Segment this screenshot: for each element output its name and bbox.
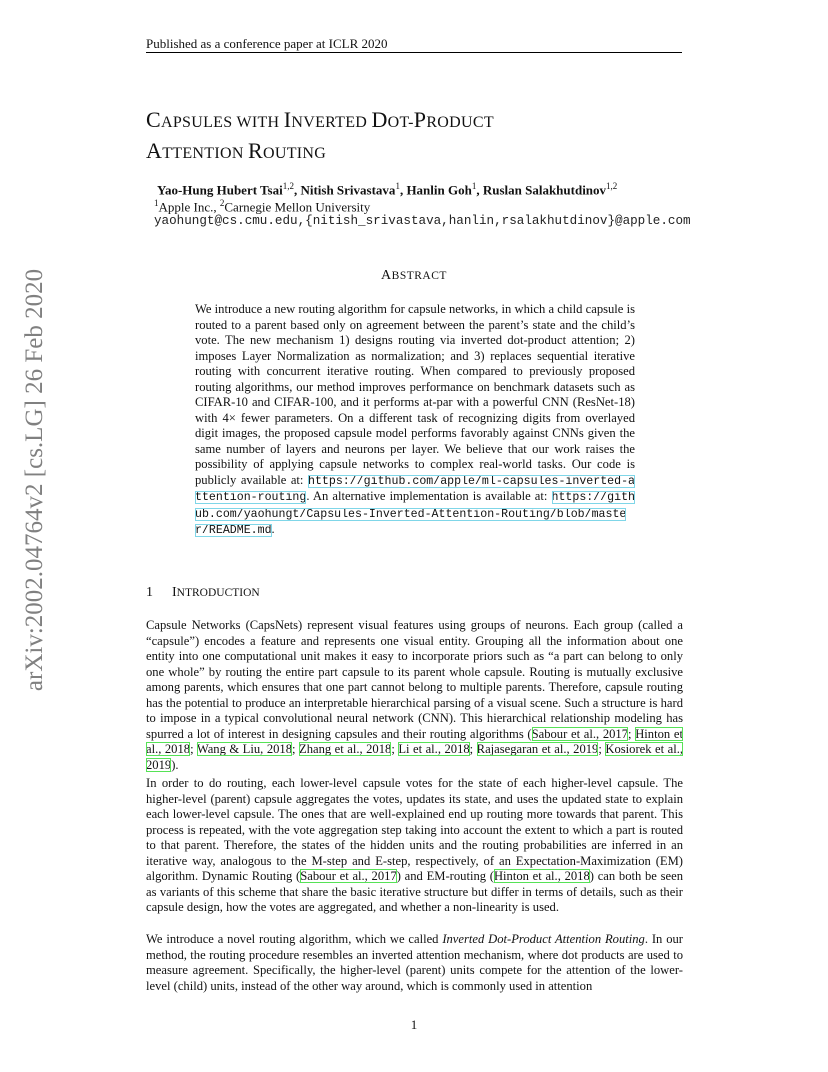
abstract-text: . An alternative implementation is available at: <box>306 489 552 503</box>
citation-link[interactable]: Sabour et al., 2017 <box>300 869 397 883</box>
author-name: Hanlin Goh <box>406 182 472 198</box>
author-emails: yaohungt@cs.cmu.edu,{nitish_srivastava,hanlin,rsalakhutdinov}@apple.com <box>154 214 691 228</box>
citation-link[interactable]: Wang & Liu, 2018 <box>196 742 293 756</box>
author-sup: 1 <box>395 181 400 191</box>
paragraph-text: Capsule Networks (CapsNets) represent visual features using groups of neurons. Each group (called a “capsule”) encodes a feature and represents one visual entity. Grouping all the information about one entity into one computational unit makes it easy to incorporate priors such as “a part can belong to only one whole” by routing the entire part capsule to its parent whole capsule. Routing is mutually exclusive among parents, which ensures that one part cannot belong to multiple parents. Therefore, capsule routing has the potential to produce an interpretable hierarchical parsing of a visual scene. Such a structure is hard to impose in a typical convolutional neural network (CNN). This hierarchical relationship modeling has spurred a lot of interest in designing capsules and their routing algorithms ( <box>146 618 683 741</box>
alt-code-link[interactable]: https://github.com/yaohungt/Capsules-Inverted-Attention-Routing/blob/master/README.md <box>195 491 635 537</box>
author-name: Nitish Srivastava <box>300 182 396 198</box>
title-line-2 <box>146 137 494 168</box>
paragraph-text: We introduce a novel routing algorithm, which we called <box>146 932 443 946</box>
abstract-text: We introduce a new routing algorithm for capsule networks, in which a child capsule is routed to a parent based only on agreement between the parent’s state and the child’s vote. The new mechanism 1) designs routing via inverted dot-product attention; 2) imposes Layer Normalization as normalization; and 3) replaces sequential iterative routing with concurrent iterative routing. When compared to previously proposed routing algorithms, our method improves performance on benchmark datasets such as CIFAR-10 and CIFAR-100, and it performs at-par with a powerful CNN (ResNet-18) with 4× fewer parameters. On a different task of recognizing digits from overlayed digit images, the proposed capsule model performs favorably against CNNs given the same number of layers and neurons per layer. We believe that our work raises the possibility of applying capsule networks to complex real-world tasks. Our code is publicly available at: <box>195 302 635 487</box>
paragraph-text: . In our method, the routing procedure resembles an inverted attention mechanism, where dot products are used to measure agreement. Specifically, the higher-level (parent) units compete for the attention of the lower-level (child) units, instead of the other way around, which is commonly used in attention <box>146 932 683 993</box>
title-char: P <box>413 107 427 132</box>
affiliations <box>154 198 370 215</box>
affil-sup: 2 <box>219 198 225 208</box>
abstract-heading-sc: BSTRACT <box>391 270 447 282</box>
title-sc: RODUCT <box>426 114 494 131</box>
abstract-body <box>195 302 635 539</box>
running-head: Published as a conference paper at ICLR 2020 <box>146 36 388 51</box>
title-sc: OUTING <box>262 145 327 162</box>
arxiv-id: arXiv:2002.04764v2 [cs.LG] 26 Feb 2020 <box>21 268 48 692</box>
section-number: 1 <box>146 585 153 600</box>
paragraph-text: In order to do routing, each lower-level capsule votes for the state of each higher-level capsule. The higher-level (parent) capsule aggregates the votes, updates its state, and uses the updated state to explain each lower-level capsule. The ones that are well-explained end up routing more towards that parent. This process is repeated, with the vote aggregation step taking into account the extent to which a part is routed to that parent. Therefore, the states of the hidden units and the routing probabilities are inferred in an iterative way, analogous to the M-step and E-step, respectively, of an Expectation-Maximization (EM) algorithm. Dynamic Routing ( <box>146 776 683 883</box>
author-sup: 1,2 <box>606 181 618 191</box>
citation-link[interactable]: Zhang et al., 2018 <box>299 742 392 756</box>
author-list: Yao-Hung Hubert Tsai$^{1,2}$, Nitish Srivastava$^1$, Hanlin Goh$^1$, Ruslan Salakhutdinov$^{1,2}$ <box>157 181 618 198</box>
author-name: Yao-Hung Hubert Tsai <box>157 182 283 198</box>
paragraph-text: ) and EM-routing ( <box>396 869 494 883</box>
affil-sup: 1 <box>154 198 159 208</box>
title-line-1 <box>146 106 494 137</box>
intro-paragraph-2 <box>146 776 683 916</box>
author-name: Ruslan Salakhutdinov <box>482 182 607 198</box>
title-sc: NVERTED <box>291 114 372 131</box>
citation-link[interactable]: Hinton et al., 2018 <box>146 726 683 756</box>
title-char: I <box>283 107 292 132</box>
title-sc: OT- <box>387 114 414 131</box>
intro-paragraph-1: Capsule Networks (CapsNets) represent visual features using groups of neurons. Each group (called a “capsule”) encodes a feature and represents one visual entity. Grouping all the information about one entity into one computational unit makes it easy to incorporate priors such as “a part can belong to only one whole” by routing the entire part capsule to its parent whole capsule. Routing is mutually exclusive among parents, which ensures that one part cannot belong to multiple parents. Therefore, capsule routing has the potential to produce an interpretable hierarchical parsing of a visual scene. Such a structure is hard to impose in a typical convolutional neural network (CNN). This hierarchical relationship modeling has spurred a lot of interest in designing capsules and their routing algorithms (Sabour et al., 2017; Hinton et al., 2018; Wang & Liu, 2018; Zhang et al., 2018; Li et al., 2018; Rajasegaran et al., 2019; Kosiorek et al., 2019). <box>146 618 683 772</box>
section-heading <box>146 585 260 601</box>
title-char: A <box>146 138 163 163</box>
citation-link[interactable]: Kosiorek et al., 2019 <box>146 742 683 772</box>
title-char: R <box>248 138 263 163</box>
title-sc: TTENTION <box>162 145 248 162</box>
code-link[interactable]: https://github.com/apple/ml-capsules-inverted-attention-routing <box>195 474 635 504</box>
abstract-heading-char: A <box>381 268 392 283</box>
intro-paragraph-3 <box>146 932 683 994</box>
citation-link[interactable]: Sabour et al., 2017 <box>531 726 629 741</box>
citation-link[interactable]: Hinton et al., 2018 <box>493 869 590 883</box>
section-title-sc: NTRODUCTION <box>176 587 260 599</box>
title-char: C <box>146 107 161 132</box>
method-name: Inverted Dot-Product Attention Routing <box>442 932 645 946</box>
affil-text: Carnegie Mellon University <box>224 199 371 215</box>
citation-link[interactable]: Rajasegaran et al., 2019 <box>476 742 599 756</box>
abstract-text: . <box>271 522 275 536</box>
author-sup: 1,2 <box>282 181 294 191</box>
section-title-char: I <box>172 585 177 600</box>
header-rule <box>146 52 682 53</box>
page-number: 1 <box>410 1017 418 1032</box>
abstract-heading <box>0 268 828 284</box>
paper-title <box>146 106 494 168</box>
paragraph-text: ). <box>171 757 179 772</box>
title-sc: APSULES WITH <box>160 114 284 131</box>
title-char: D <box>371 107 388 132</box>
citation-link[interactable]: Li et al., 2018 <box>398 742 470 756</box>
paragraph-text: ) can both be seen as variants of this scheme that share the basic iterative structure but differ in terms of details, such as their capsule design, how the votes are aggregated, and whether a non-linearity is used. <box>146 869 683 914</box>
affil-text: Apple Inc., <box>158 199 220 215</box>
author-sup: 1 <box>471 181 477 191</box>
